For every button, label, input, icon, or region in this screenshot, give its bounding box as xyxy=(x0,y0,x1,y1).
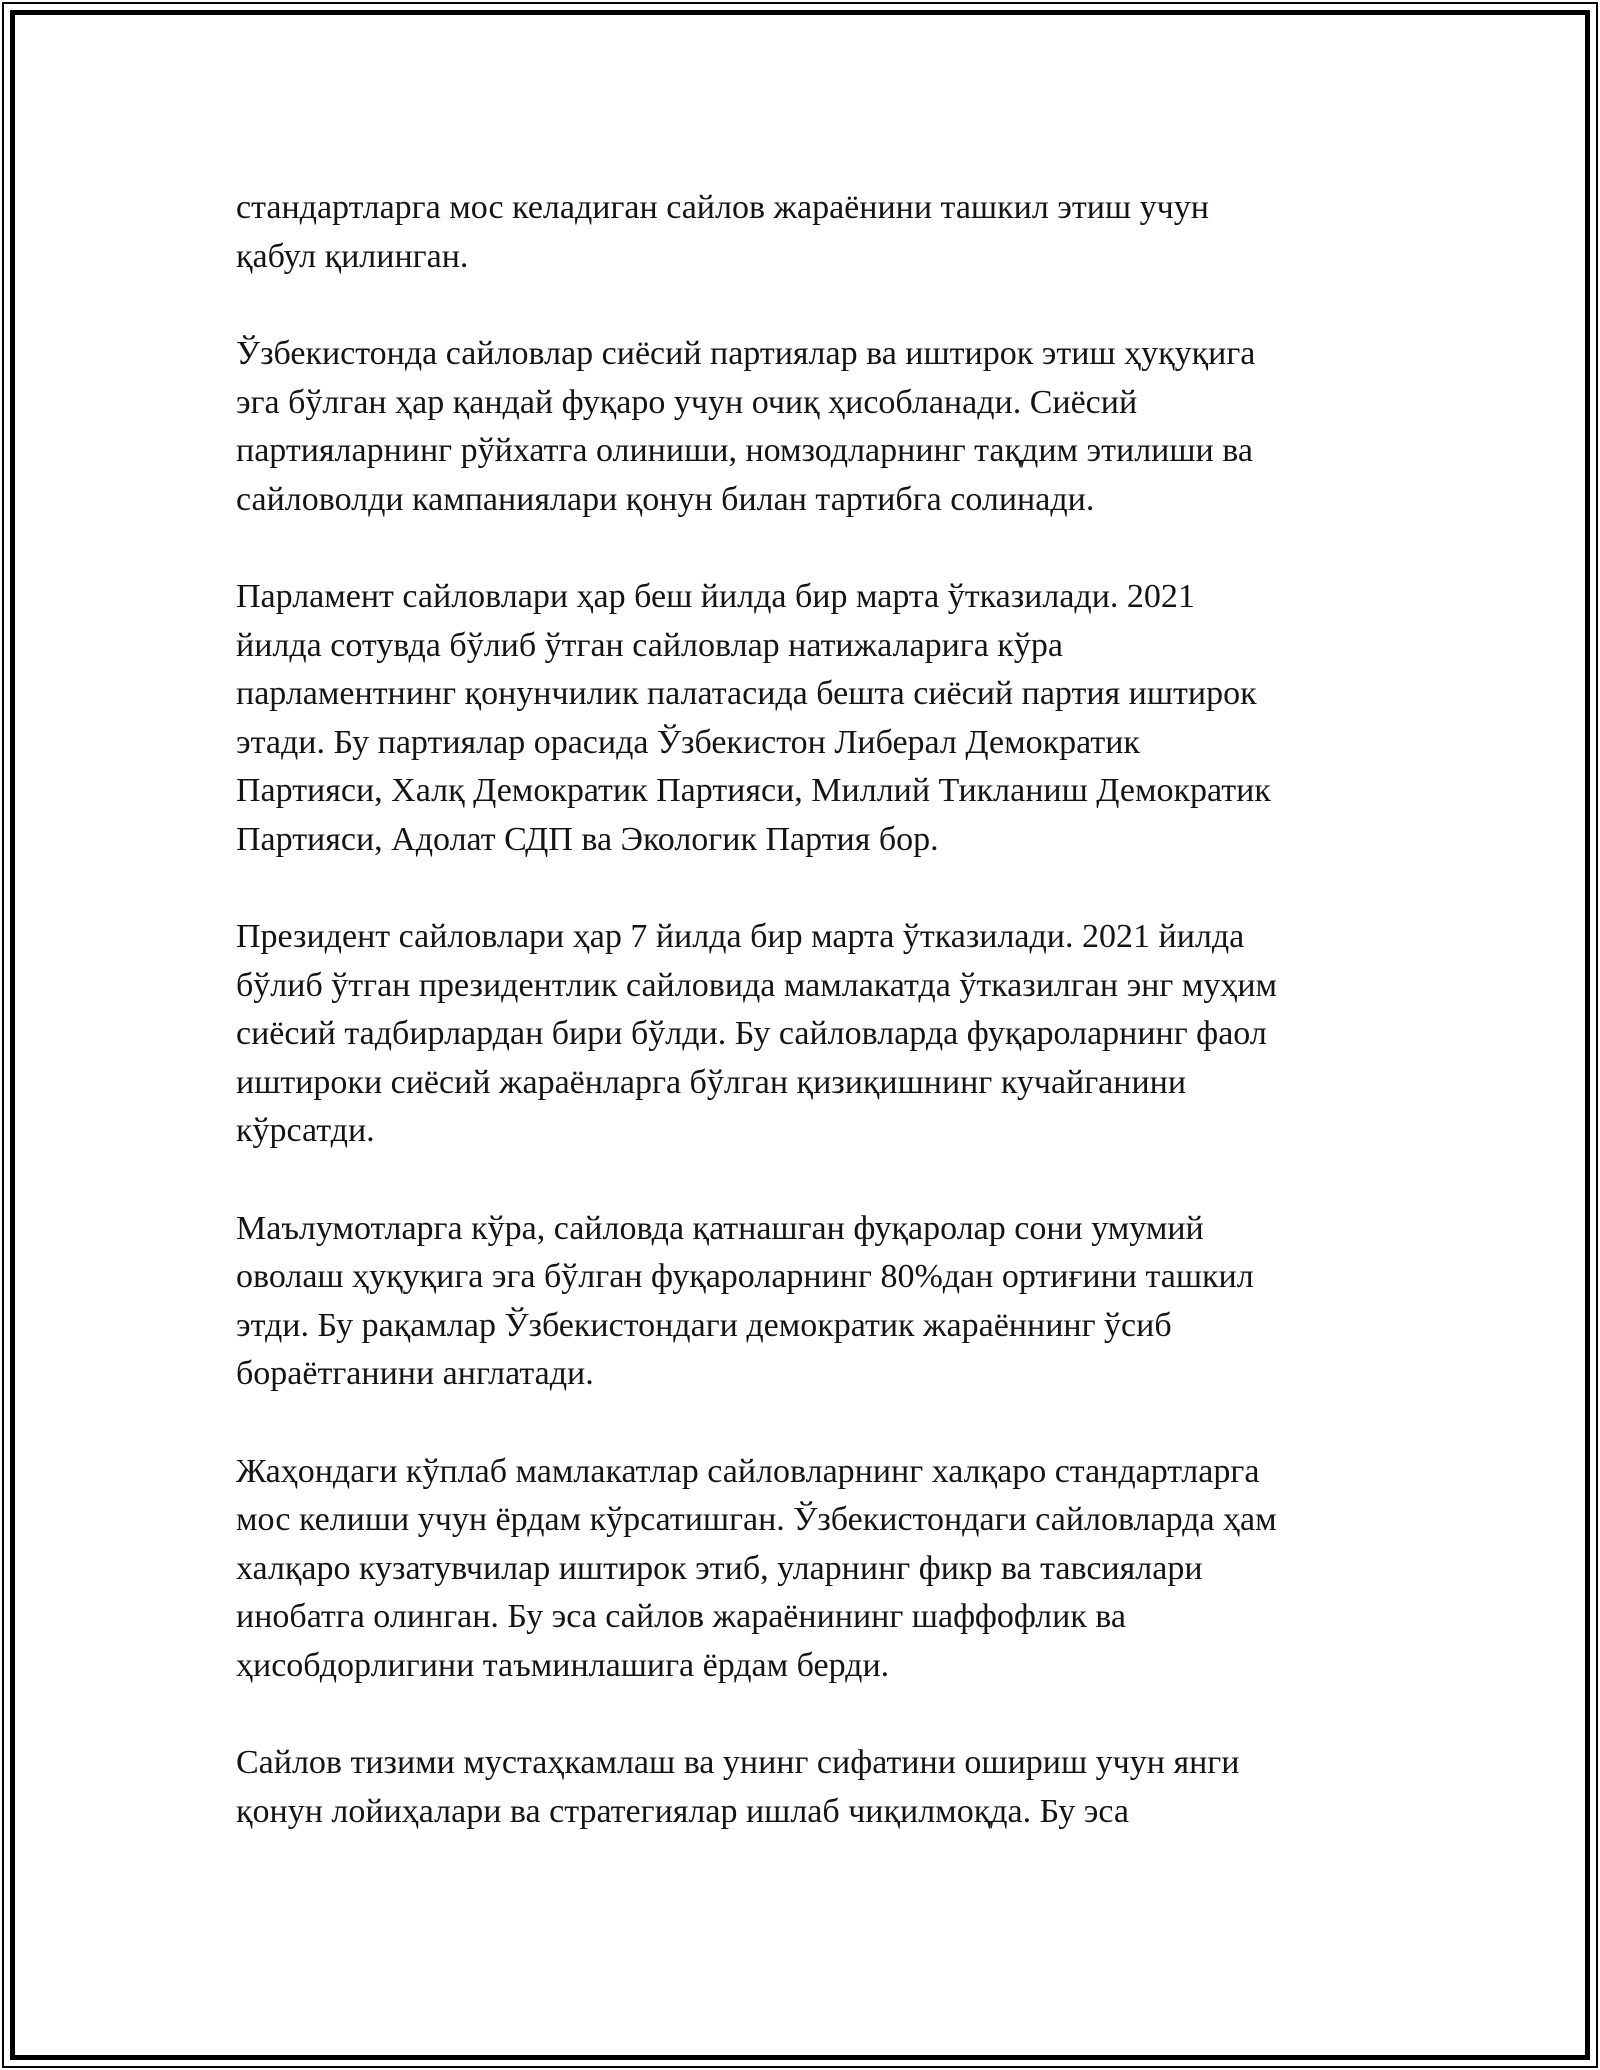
paragraph-3: Парламент сайловлари ҳар беш йилда бир марта ўтказилади. 2021 йилда сотувда бўлиб ўтган сайловлар натижаларига кўра парламентнинг қонунчилик палатасида бешта сиёсий партия иштирок этади. Бу партиялар орасида Ўзбекистон Либерал Демократик Партияси, Халқ Демократик Партияси, Миллий Тикланиш Демократик Партияси, Адолат СДП ва Экологик Партия бор. xyxy=(236,578,1271,858)
paragraph-6: Жаҳондаги кўплаб мамлакатлар сайловларнинг халқаро стандартларга мос келиши учун ёрдам кўрсатишган. Ўзбекистондаги сайловларда ҳам халқаро кузатувчилар иштирок этиб, уларнинг фикр ва тавсиялари инобатга олинган. Бу эса сайлов жараёнининг шаффофлик ва ҳисобдорлигини таъминлашига ёрдам берди. xyxy=(236,1452,1277,1684)
paragraph-2: Ўзбекистонда сайловлар сиёсий партиялар ва иштирок этиш ҳуқуқига эга бўлган ҳар қандай фуқаро учун очиқ ҳисобланади. Сиёсий партияларнинг рўйхатга олиниши, номзодларнинг тақдим этилиши ва сайловолди кампаниялари қонун билан тартибга солинади. xyxy=(236,335,1256,518)
paragraph-5: Маълумотларга кўра, сайловда қатнашган фуқаролар сони умумий оволаш ҳуқуқига эга бўлган фуқароларнинг 80%дан ортиғини ташкил этди. Бу рақамлар Ўзбекистондаги демократик жараённинг ўсиб бораётганини англатади. xyxy=(236,1209,1254,1392)
paragraph-4: Президент сайловлари ҳар 7 йилда бир марта ўтказилади. 2021 йилда бўлиб ўтган президентлик сайловида мамлакатда ўтказилган энг муҳим сиёсий тадбирлардан бири бўлди. Бу сайловларда фуқароларнинг фаол иштироки сиёсий жараёнларга бўлган қизиқишнинг кучайганини кўрсатди. xyxy=(236,918,1278,1149)
paragraph-7: Сайлов тизими мустаҳкамлаш ва унинг сифатини ошириш учун янги қонун лойиҳалари ва стратегиялар ишлаб чиқилмоқда. Бу эса xyxy=(236,1744,1240,1830)
paragraph-1: стандартларга мос келадиган сайлов жараёнини ташкил этиш учун қабул қилинган. xyxy=(236,189,1209,275)
document-body xyxy=(236,184,1386,1836)
